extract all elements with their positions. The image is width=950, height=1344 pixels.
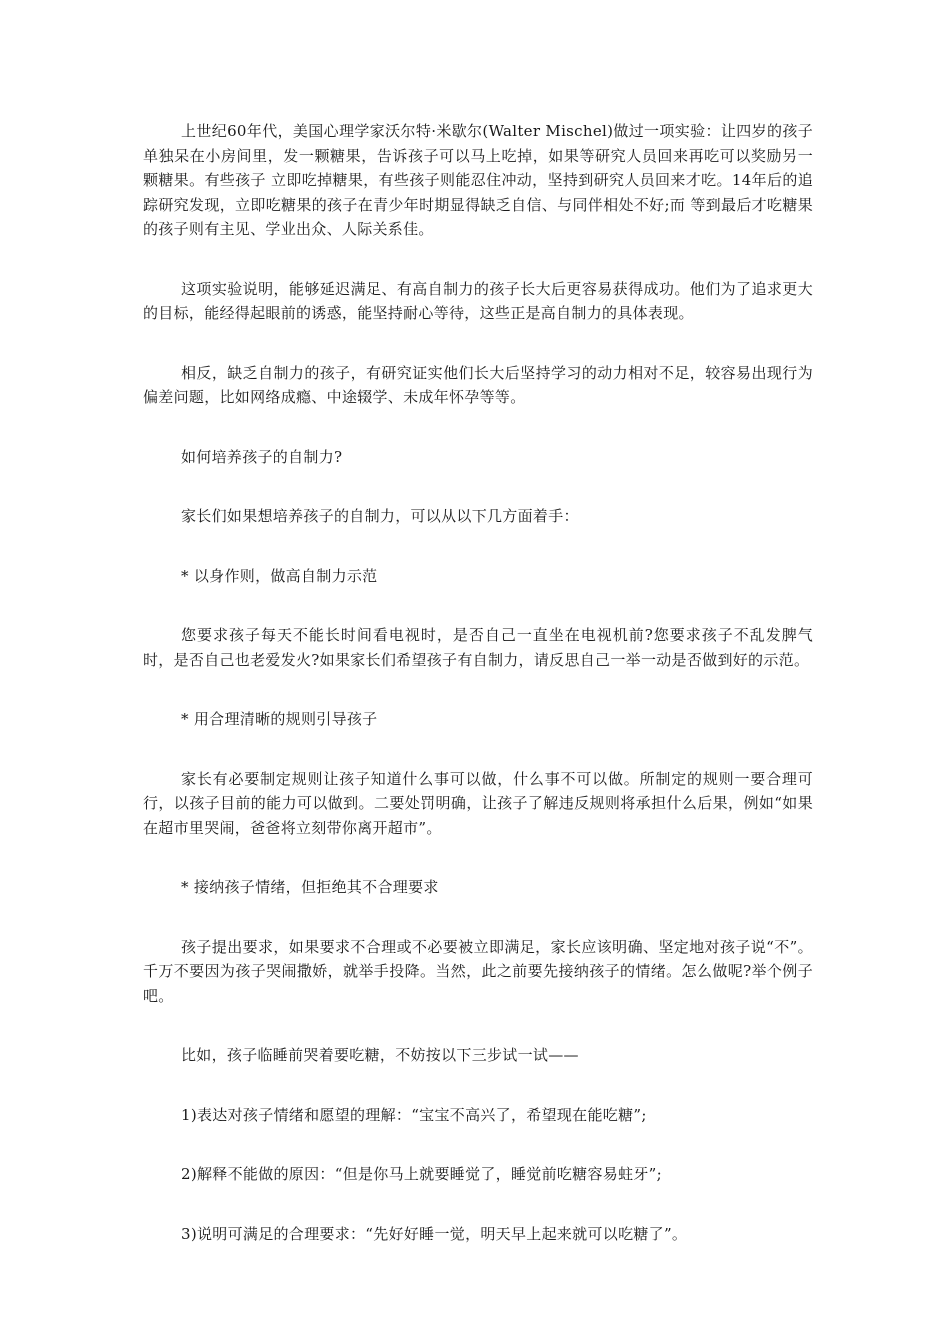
step-2: 2)解释不能做的原因：“但是你马上就要睡觉了，睡觉前吃糖容易蛀牙”; bbox=[181, 1165, 662, 1183]
paragraph-experiment: 上世纪60年代，美国心理学家沃尔特·米歇尔(Walter Mischel)做过一项实验：让四岁的孩子单独呆在小房间里，发一颗糖果，告诉孩子可以马上吃掉，如果等研究人员回来再吃可以奖励另一颗糖果。有些孩子 立即吃掉糖果，有些孩子则能忍住冲动，坚持到研究人员回来才吃。14年后的追踪研究发现，立即吃糖果的孩子在青少年时期显得缺乏自信、与同伴相处不好;而 等到最后才吃糖果的孩子则有主见、学业出众、人际关系佳。 bbox=[143, 122, 813, 238]
paragraph-conclusion: 这项实验说明，能够延迟满足、有高自制力的孩子长大后更容易获得成功。他们为了追求更大的目标，能经得起眼前的诱惑，能坚持耐心等待，这些正是高自制力的具体表现。 bbox=[143, 279, 813, 322]
tip-heading-role-model: * 以身作则，做高自制力示范 bbox=[181, 566, 378, 585]
paragraph-rules: 家长有必要制定规则让孩子知道什么事可以做，什么事不可以做。所制定的规则一要合理可行，以孩子目前的能力可以做到。二要处罚明确，让孩子了解违反规则将承担什么后果，例如“如果在超市里哭闹，爸爸将立刻带你离开超市”。 bbox=[143, 769, 813, 837]
step-1: 1)表达对孩子情绪和愿望的理解：“宝宝不高兴了，希望现在能吃糖”; bbox=[181, 1105, 647, 1124]
document-body bbox=[143, 119, 813, 1246]
paragraph-example-intro: 比如，孩子临睡前哭着要吃糖，不妨按以下三步试一试—— bbox=[181, 1046, 579, 1064]
paragraph-emotions: 孩子提出要求，如果要求不合理或不必要被立即满足，家长应该明确、坚定地对孩子说“不”。千万不要因为孩子哭闹撒娇，就举手投降。当然，此之前要先接纳孩子的情绪。怎么做呢?举个例子吧。 bbox=[143, 937, 813, 1005]
paragraph-contrast: 相反，缺乏自制力的孩子，有研究证实他们长大后坚持学习的动力相对不足，较容易出现行为偏差问题，比如网络成瘾、中途辍学、未成年怀孕等等。 bbox=[143, 363, 813, 406]
tip-heading-emotions: * 接纳孩子情绪，但拒绝其不合理要求 bbox=[181, 878, 439, 896]
paragraph-intro-tips: 家长们如果想培养孩子的自制力，可以从以下几方面着手： bbox=[181, 507, 579, 525]
tip-heading-rules: * 用合理清晰的规则引导孩子 bbox=[181, 710, 378, 728]
step-3: 3)说明可满足的合理要求：“先好好睡一觉，明天早上起来就可以吃糖了”。 bbox=[181, 1224, 688, 1243]
section-question: 如何培养孩子的自制力? bbox=[181, 447, 343, 466]
paragraph-role-model: 您要求孩子每天不能长时间看电视时，是否自己一直坐在电视机前?您要求孩子不乱发脾气时，是否自己也老爱发火?如果家长们希望孩子有自制力，请反思自己一举一动是否做到好的示范。 bbox=[143, 626, 813, 669]
